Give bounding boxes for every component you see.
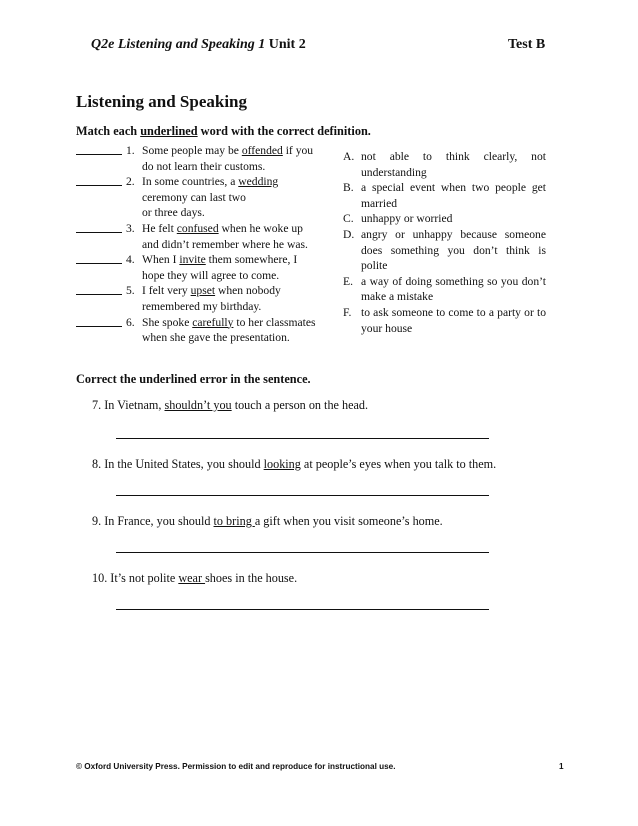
question-text: It’s not polite (110, 571, 179, 585)
question-error: shouldn’t you (164, 398, 232, 412)
item-target-word: offended (241, 144, 283, 157)
definition-letter: F. (343, 305, 352, 319)
answer-line[interactable] (116, 552, 489, 553)
definition (343, 149, 546, 180)
question-text: at people’s eyes when you talk to them. (300, 457, 497, 471)
answer-blank[interactable] (76, 283, 122, 295)
definition-text: a way of doing something so you don’t make a mistake (361, 274, 546, 304)
item-continuation: hope they will agree to come. (142, 268, 280, 282)
page-number: 1 (559, 762, 564, 771)
part1-instructions (76, 124, 371, 139)
answer-blank[interactable] (76, 315, 122, 327)
item-text: Some people may be (142, 144, 242, 157)
question-text: touch a person on the head. (231, 398, 369, 412)
matching-item (76, 143, 338, 174)
matching-item (76, 221, 338, 252)
definition-letter: B. (343, 181, 354, 195)
question-error: to bring (213, 514, 255, 528)
definition-text: a special event when two people get married (361, 181, 546, 210)
item-number: 5. (126, 284, 135, 298)
instr-text: word with the correct definition. (197, 124, 371, 138)
definition-letter: D. (343, 227, 355, 241)
answer-blank[interactable] (76, 221, 122, 233)
definition (343, 274, 546, 305)
question-number: 9. (92, 514, 102, 528)
section-title: Listening and Speaking (76, 92, 248, 111)
answer-blank[interactable] (76, 252, 122, 264)
item-number: 2. (126, 175, 135, 189)
definition-text: unhappy or worried (361, 212, 453, 226)
header-title (91, 37, 306, 53)
item-target-word: confused (176, 221, 219, 235)
item-number: 3. (126, 221, 135, 235)
item-target-word: wedding (238, 175, 279, 189)
header-book-title: Q2e Listening and Speaking 1 (91, 37, 266, 52)
question-number: 8. (92, 457, 102, 471)
question-10 (92, 571, 297, 586)
question-text: In Vietnam, (104, 398, 165, 412)
matching-item (76, 252, 338, 283)
definition-letter: E. (343, 274, 353, 288)
item-text: She spoke (142, 315, 193, 329)
question-7 (92, 398, 368, 413)
item-continuation: do not learn their customs. (142, 159, 266, 173)
item-continuation: and didn’t remember where he was. (142, 237, 308, 251)
matching-items (76, 143, 338, 346)
answer-blank[interactable] (76, 143, 122, 155)
item-text: When I (142, 253, 180, 267)
item-continuation: when she gave the presentation. (142, 331, 290, 345)
item-text: He felt (142, 221, 177, 235)
question-error: looking (263, 457, 301, 471)
item-text: if you (282, 144, 314, 157)
instr-text: Match each (76, 124, 141, 138)
instr-underlined-word: underlined (140, 124, 198, 138)
item-text: to her classmates (233, 315, 316, 329)
header-test-label: Test B (508, 37, 546, 52)
question-error: wear (178, 571, 206, 585)
item-continuation: remembered my birthday. (142, 299, 262, 313)
answer-blank[interactable] (76, 174, 122, 186)
item-target-word: invite (179, 253, 206, 267)
definition-text: to ask someone to come to a party or to your house (361, 305, 546, 335)
question-number: 7. (92, 398, 102, 412)
definition (343, 211, 546, 227)
matching-item (76, 174, 338, 221)
part2-instructions: Correct the underlined error in the sentence. (76, 372, 311, 386)
definition (343, 227, 546, 274)
question-8 (92, 457, 496, 472)
answer-line[interactable] (116, 438, 489, 439)
answer-line[interactable] (116, 495, 489, 496)
definition-text: not able to think clearly, not understanding (361, 150, 546, 179)
item-text: when he woke up (218, 221, 303, 235)
definition (343, 305, 546, 336)
matching-item (76, 283, 338, 314)
matching-item (76, 315, 338, 346)
question-text: shoes in the house. (205, 571, 298, 585)
item-target-word: upset (190, 284, 216, 298)
item-number: 6. (126, 315, 135, 329)
item-number: 1. (126, 144, 135, 157)
question-text: In the United States, you should (104, 457, 264, 471)
item-text: them somewhere, I (205, 253, 298, 267)
copyright-footer: © Oxford University Press. Permission to edit and reproduce for instructional use. (76, 762, 396, 771)
definitions-list (343, 149, 546, 336)
definition-letter: C. (343, 212, 354, 226)
question-number: 10. (92, 571, 108, 585)
question-9 (92, 514, 443, 529)
answer-line[interactable] (116, 609, 489, 610)
item-target-word: carefully (192, 315, 234, 329)
item-number: 4. (126, 253, 135, 267)
item-text: In some countries, a (142, 175, 239, 189)
item-continuation: ceremony can last two or three days. (142, 190, 246, 220)
question-text: a gift when you visit someone’s home. (254, 514, 443, 528)
item-text: I felt very (142, 284, 191, 298)
definition-text: angry or unhappy because someone does something you don’t think is polite (361, 227, 546, 273)
definition (343, 180, 546, 211)
item-text: when nobody (215, 284, 281, 298)
header-unit: Unit 2 (265, 37, 306, 52)
definition-letter: A. (343, 150, 355, 163)
question-text: In France, you should (104, 514, 214, 528)
